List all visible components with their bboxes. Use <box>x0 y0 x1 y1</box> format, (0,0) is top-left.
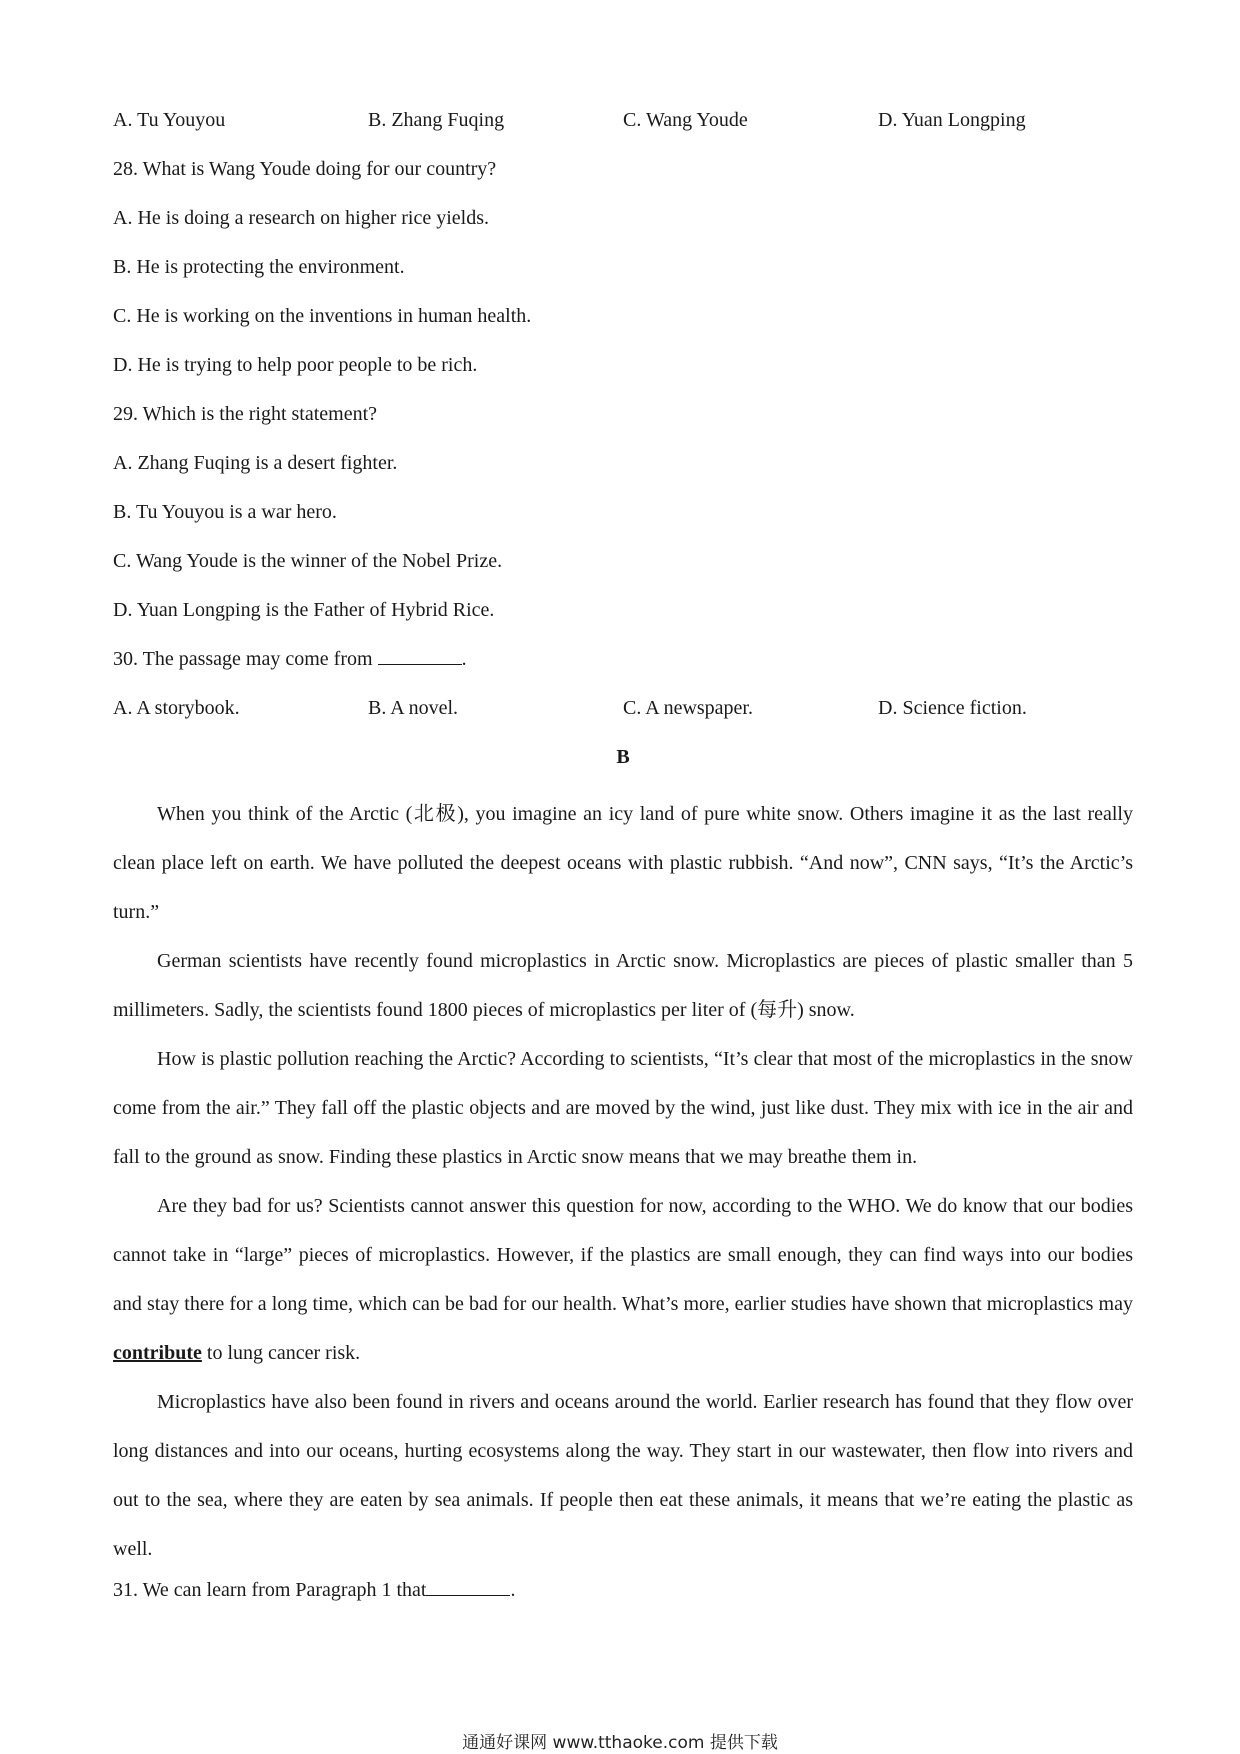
q31-stem-text: 31. We can learn from Paragraph 1 that <box>113 1579 427 1601</box>
q29-option-c: C. Wang Youde is the winner of the Nobel Prize. <box>113 550 503 572</box>
passage-paragraph-3: How is plastic pollution reaching the Arctic? According to scientists, “It’s clear that most of the microplastics in the snow come from the air.” They fall off the plastic objects and are moved by the wind, just like dust. They mix with ice in the air and fall to the ground as snow. Finding these plastics in Arctic snow means that we may breathe them in. <box>113 1048 1133 1168</box>
q30-stem-end: . <box>461 648 467 670</box>
exam-page <box>113 104 1133 1623</box>
q28-option-b: B. He is protecting the environment. <box>113 256 405 278</box>
underlined-word: contribute <box>113 1342 202 1364</box>
answer-blank <box>378 646 462 665</box>
q30-option-b: B. A novel. <box>368 697 459 719</box>
q30-option-d: D. Science fiction. <box>878 697 1027 719</box>
q30-option-c: C. A newspaper. <box>623 697 753 719</box>
q27-option-a: A. Tu Youyou <box>113 109 226 131</box>
passage-b <box>113 790 1133 1574</box>
q30-option-a: A. A storybook. <box>113 697 240 719</box>
answer-blank <box>426 1577 510 1596</box>
q29-option-b: B. Tu Youyou is a war hero. <box>113 501 337 523</box>
q29-stem: 29. Which is the right statement? <box>113 403 378 425</box>
q27-option-c: C. Wang Youde <box>623 109 748 131</box>
page-footer: 通通好课网 www.tthaoke.com 提供下载 <box>462 1733 778 1753</box>
q30-stem <box>113 643 1133 692</box>
passage-paragraph-2: German scientists have recently found microplastics in Arctic snow. Microplastics are pieces of plastic smaller than 5 millimeters. Sadly, the scientists found 1800 pieces of microplastics per liter of (每升) snow. <box>113 950 1133 1021</box>
q30-options <box>113 692 1133 741</box>
q31-stem <box>113 1574 1133 1623</box>
q27-option-d: D. Yuan Longping <box>878 109 1026 131</box>
section-b-title: B <box>616 746 630 768</box>
q30-stem-text: 30. The passage may come from <box>113 648 378 670</box>
paragraph-4-text-end: to lung cancer risk. <box>201 1342 361 1364</box>
q28-option-a: A. He is doing a research on higher rice yields. <box>113 207 489 229</box>
paragraph-4-text: Are they bad for us? Scientists cannot answer this question for now, according to the WHO. We do know that our bodies cannot take in “large” pieces of microplastics. However, if the plastics are small enough, they can find ways into our bodies and stay there for a long time, which can be bad for our health. What’s more, earlier studies have shown that microplastics may <box>113 1195 1133 1315</box>
passage-paragraph-1: When you think of the Arctic (北极), you imagine an icy land of pure white snow. Others imagine it as the last really clean place left on earth. We have polluted the deepest oceans with plastic rubbish. “And now”, CNN says, “It’s the Arctic’s turn.” <box>113 803 1133 923</box>
passage-paragraph-5: Microplastics have also been found in rivers and oceans around the world. Earlier research has found that they flow over long distances and into our oceans, hurting ecosystems along the way. They start in our wastewater, then flow into rivers and out to the sea, where they are eaten by sea animals. If people then eat these animals, it means that we’re eating the plastic as well. <box>113 1391 1133 1560</box>
q28-stem: 28. What is Wang Youde doing for our country? <box>113 158 497 180</box>
q29-option-a: A. Zhang Fuqing is a desert fighter. <box>113 452 398 474</box>
q27-option-b: B. Zhang Fuqing <box>368 109 505 131</box>
q29-option-d: D. Yuan Longping is the Father of Hybrid Rice. <box>113 599 495 621</box>
q27-options <box>113 104 1133 153</box>
q28-option-d: D. He is trying to help poor people to be rich. <box>113 354 478 376</box>
passage-paragraph-4 <box>113 1182 1133 1378</box>
q28-option-c: C. He is working on the inventions in human health. <box>113 305 532 327</box>
q31-stem-end: . <box>510 1579 516 1601</box>
